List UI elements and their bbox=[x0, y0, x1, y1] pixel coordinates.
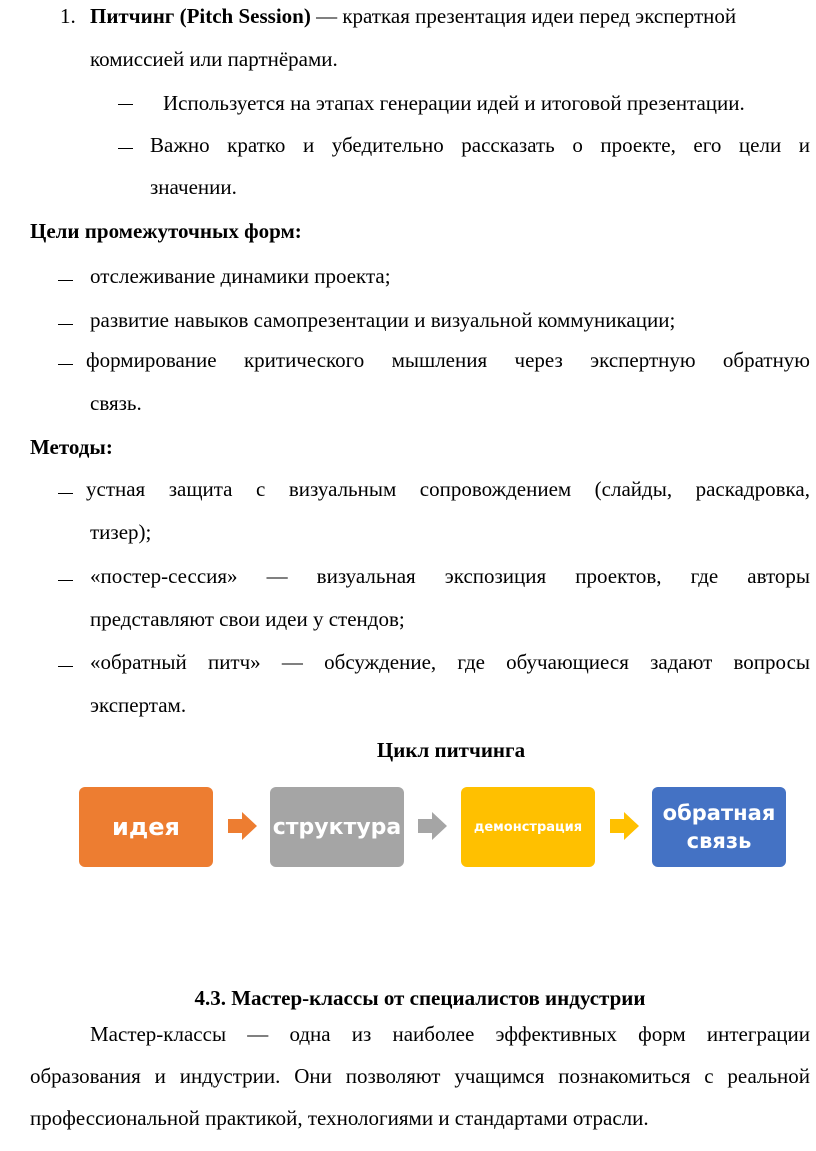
goal-item: формирование критического мышления через экспертную обратную bbox=[86, 348, 810, 372]
list-number: 1. bbox=[60, 4, 76, 28]
dash-bullet bbox=[58, 666, 73, 667]
dash-bullet bbox=[58, 493, 73, 494]
right-arrow-icon bbox=[418, 811, 448, 841]
section-paragraph-line: образования и индустрии. Они позволяют учащимся познакомиться с реальной bbox=[30, 1064, 810, 1088]
item1-line2: комиссией или партнёрами. bbox=[90, 47, 338, 71]
step-demonstration: демонстрация bbox=[461, 787, 595, 867]
goal-item-cont: связь. bbox=[90, 391, 142, 415]
term-definition: — краткая презентация идеи перед экспертной bbox=[316, 4, 737, 28]
dash-bullet bbox=[58, 324, 73, 325]
method-item-cont: тизер); bbox=[90, 520, 152, 544]
bullet-text: Используется на этапах генерации идей и итоговой презентации. bbox=[163, 91, 745, 115]
section-heading: 4.3. Мастер-классы от специалистов индустрии bbox=[194, 986, 646, 1010]
method-item: «постер-сессия» — визуальная экспозиция проектов, где авторы bbox=[90, 564, 810, 588]
step-idea: идея bbox=[79, 787, 213, 867]
dash-bullet bbox=[58, 280, 73, 281]
term-pitching: Питчинг (Pitch Session) bbox=[90, 4, 311, 28]
right-arrow-icon bbox=[228, 811, 258, 841]
section-paragraph-line: Мастер-классы — одна из наиболее эффективных форм интеграции bbox=[90, 1022, 810, 1046]
method-item-cont: представляют свои идеи у стендов; bbox=[90, 607, 405, 631]
item1-line1 bbox=[90, 4, 810, 29]
section-paragraph-line: профессиональной практикой, технологиями и стандартами отрасли. bbox=[30, 1106, 649, 1130]
bullet-text: Важно кратко и убедительно рассказать о проекте, его цели и bbox=[150, 133, 810, 157]
dash-bullet bbox=[118, 104, 133, 105]
step-feedback: обратная связь bbox=[652, 787, 786, 867]
goal-item: отслеживание динамики проекта; bbox=[90, 264, 391, 288]
bullet-text-cont: значении. bbox=[150, 175, 237, 199]
method-item: устная защита с визуальным сопровождением (слайды, раскадровка, bbox=[86, 477, 810, 501]
dash-bullet bbox=[58, 364, 73, 365]
method-item-cont: экспертам. bbox=[90, 693, 187, 717]
method-item: «обратный питч» — обсуждение, где обучающиеся задают вопросы bbox=[90, 650, 810, 674]
goals-heading: Цели промежуточных форм: bbox=[30, 219, 302, 243]
step-structure: структура bbox=[270, 787, 404, 867]
dash-bullet bbox=[118, 148, 133, 149]
dash-bullet bbox=[58, 580, 73, 581]
diagram-title: Цикл питчинга bbox=[376, 738, 526, 762]
goal-item: развитие навыков самопрезентации и визуальной коммуникации; bbox=[90, 308, 676, 332]
methods-heading: Методы: bbox=[30, 435, 113, 459]
right-arrow-icon bbox=[610, 811, 640, 841]
